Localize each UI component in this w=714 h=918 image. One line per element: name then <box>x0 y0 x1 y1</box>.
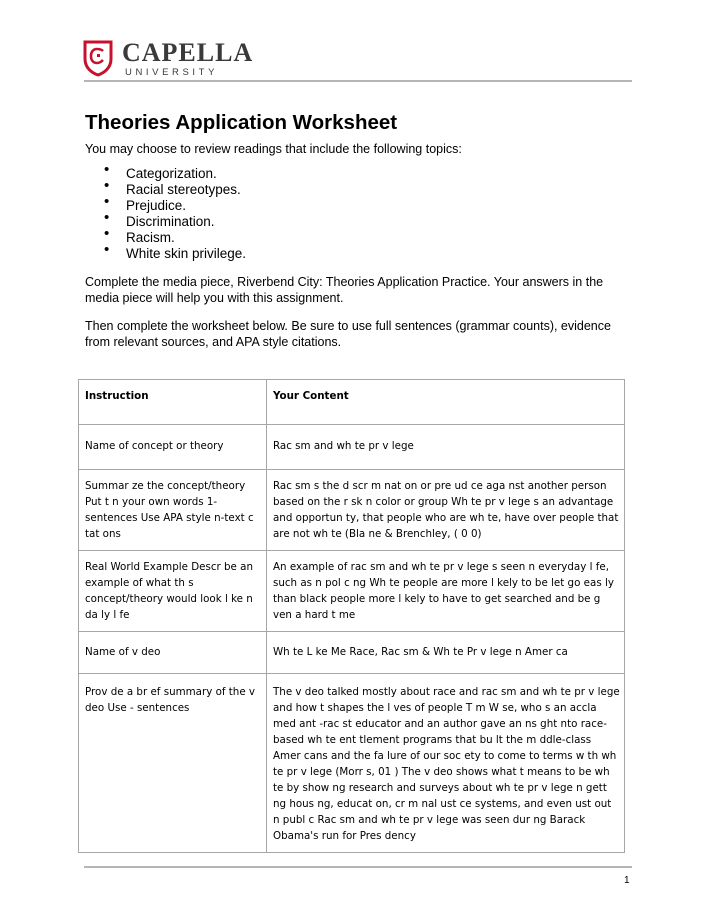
intro-text: You may choose to review readings that include the following topics: <box>85 142 462 156</box>
page-number: 1 <box>624 875 630 886</box>
header-rule <box>84 80 632 82</box>
table-row <box>79 551 625 632</box>
list-item: • Prejudice. <box>104 198 246 214</box>
instruction-cell: Name of concept or theory <box>79 425 267 470</box>
capella-shield-icon <box>82 39 114 77</box>
brand-subtitle: UNIVERSITY <box>125 67 219 78</box>
footer-rule <box>84 866 632 868</box>
worksheet-instructions: Then complete the worksheet below. Be sure to use full sentences (grammar counts), evidence from relevant sources, and APA style citations. <box>85 319 611 349</box>
list-item: • Categorization. <box>104 166 246 182</box>
capella-logo <box>82 38 262 78</box>
media-instructions: Complete the media piece, Riverbend City: Theories Application Practice. Your answers in the media piece will help you with this assignment. <box>85 275 604 305</box>
list-item: • Discrimination. <box>104 214 246 230</box>
content-cell[interactable]: Rac sm s the d scr m nat on or pre ud ce aga nst another person based on the r sk n color or group Wh te pr v lege s an advantage and opportun ty, that people who are wh te, have over people that are not wh te (Bla ne & Brenchley, ( 0 0) <box>267 470 625 551</box>
instruction-cell: Prov de a br ef summary of the v deo Use - sentences <box>79 674 267 853</box>
column-header-content: Your Content <box>267 380 625 425</box>
table-row <box>79 674 625 853</box>
table-header-row <box>79 380 625 425</box>
content-cell[interactable]: Rac sm and wh te pr v lege <box>267 425 625 470</box>
instruction-cell: Name of v deo <box>79 632 267 674</box>
brand-name: CAPELLA <box>122 38 254 67</box>
instruction-cell: Summar ze the concept/theory Put t n your own words 1-sentences Use APA style n-text c tat ons <box>79 470 267 551</box>
page-title: Theories Application Worksheet <box>85 111 398 134</box>
content-cell[interactable]: An example of rac sm and wh te pr v lege s seen n everyday l fe, such as n pol c ng Wh te people are more l kely to be let go eas ly than black people more l kely to have to get searched and be g ven a hard t me <box>267 551 625 632</box>
table-row <box>79 425 625 470</box>
list-item: • White skin privilege. <box>104 246 246 262</box>
column-header-instruction: Instruction <box>79 380 267 425</box>
content-cell[interactable]: Wh te L ke Me Race, Rac sm & Wh te Pr v lege n Amer ca <box>267 632 625 674</box>
content-cell[interactable]: The v deo talked mostly about race and rac sm and wh te pr v lege and how t shapes the l ves of people T m W se, who s an accla med ant -rac st educator and an author gave an ns ght nto race-based wh te ent tlement programs that bu lt the m ddle-class Amer cans and the fa lure of our soc ety to come to terms w th wh te pr v lege (Morr s, 01 ) The v deo shows what t means to be wh te by show ng research and surveys about wh te pr v lege n gett ng hous ng, educat on, cr m nal ust ce systems, and even ust out n publ c Rac sm and wh te pr v lege was seen dur ng Barack Obama's run for Pres dency <box>267 674 625 853</box>
topics-list <box>104 166 246 262</box>
table-row <box>79 632 625 674</box>
list-item: • Racial stereotypes. <box>104 182 246 198</box>
worksheet-table <box>78 379 625 853</box>
list-item: • Racism. <box>104 230 246 246</box>
instruction-cell: Real World Example Descr be an example of what th s concept/theory would look l ke n da ly l fe <box>79 551 267 632</box>
table-row <box>79 470 625 551</box>
